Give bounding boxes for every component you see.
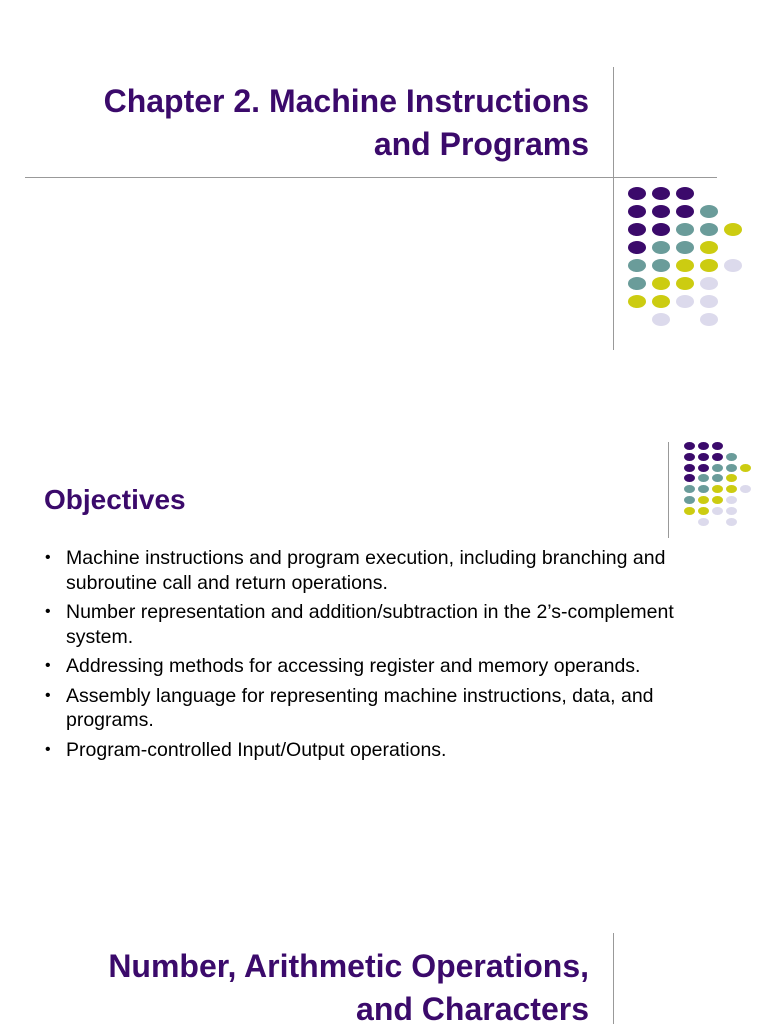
dot-shape [698,453,709,461]
dot-shape [726,485,737,493]
dot-shape [712,474,723,482]
slide-3-title-line2: and Characters [356,991,589,1027]
bullet-icon: • [45,657,51,674]
list-item-text: Machine instructions and program execution, including branching and [66,547,666,569]
list-item [44,546,734,595]
slide-3-title [108,945,589,1031]
dot-shape [712,496,723,504]
list-item [44,600,734,649]
slide-3-title-line1: Number, Arithmetic Operations, [108,948,589,984]
list-item [44,654,734,679]
dot-shape [712,507,723,515]
slide-1-title-line1: Chapter 2. Machine Instructions [103,83,589,119]
dot-shape [740,485,751,493]
dot-shape [726,464,737,472]
objectives-heading: Objectives [44,484,186,515]
slide-1-title-line2: and Programs [373,126,589,162]
dot-shape [726,474,737,482]
dot-shape [684,496,695,504]
dot-shape [684,464,695,472]
list-item-text: system. [66,625,134,648]
dot-shape [698,507,709,515]
dot-shape [726,453,737,461]
slide-3-vertical-rule [613,933,614,1024]
dot-shape [740,464,751,472]
dot-shape [698,464,709,472]
dot-shape [684,485,695,493]
dot-shape [698,518,709,526]
dot-shape [698,474,709,482]
list-item-text: subroutine call and return operations. [66,571,388,594]
objectives-list [44,546,734,767]
dot-shape [726,518,737,526]
dot-shape [698,485,709,493]
list-item-text: Assembly language for representing machine instructions, data, and [66,684,654,707]
dot-shape [712,453,723,461]
bullet-icon: • [45,740,51,758]
list-item-text: Number representation and addition/subtraction in the 2’s-complement [66,601,674,623]
bullet-icon: • [45,603,51,620]
dot-shape [726,496,737,504]
list-item-text: programs. [66,709,154,731]
bullet-icon: • [45,549,51,566]
list-item-text: Addressing methods for accessing register and memory operands. [66,655,641,677]
slide-2-vertical-rule [668,442,669,538]
dot-shape [712,442,723,450]
list-item [44,738,734,763]
list-item [44,684,734,733]
bullet-icon: • [45,686,51,704]
slide-3 [0,920,768,1027]
dot-shape [698,442,709,450]
dot-shape [684,453,695,461]
dot-shape [712,485,723,493]
dot-shape [684,442,695,450]
dot-shape [712,464,723,472]
dot-shape [726,507,737,515]
list-item-text: Program-controlled Input/Output operations. [66,738,447,761]
dot-shape [684,507,695,515]
dot-shape [698,496,709,504]
dot-shape [684,474,695,482]
